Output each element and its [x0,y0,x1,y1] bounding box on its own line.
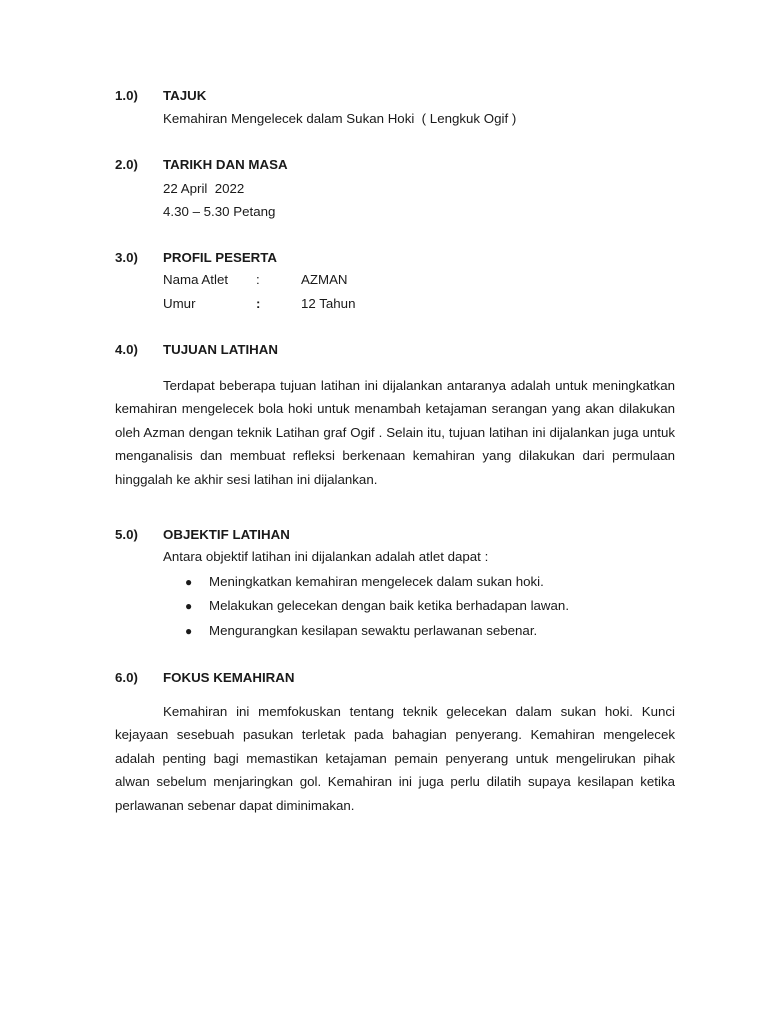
objective-item: Mengurangkan kesilapan sewaktu perlawanan sebenar. [209,623,538,638]
objectives-intro: Antara objektif latihan ini dijalankan adalah atlet dapat : [163,549,489,564]
section-6-paragraph: Kemahiran ini memfokuskan tentang teknik gelecekan dalam sukan hoki. Kunci kejayaan sesebuah pasukan terletak pada bahagian penyerang. Kemahiran mengelecek adalah penting bagi memastikan ketajaman pemain penyerang untuk mengelirukan pihak alwan sebelum menjaringkan gol. Kemahiran ini juga perlu dilatih supaya kesilapan ketika perlawanan sebenar dapat diminimakan. [115,704,675,813]
age-label: Umur [163,296,196,311]
athlete-name-colon: : [256,272,260,287]
section-1-heading: TAJUK [163,88,207,103]
section-6-number: 6.0) [115,670,138,685]
date-text: 22 April 2022 [163,181,245,196]
age-value: 12 Tahun [301,296,356,311]
bullet-icon: ● [185,575,193,589]
section-2-number: 2.0) [115,157,138,172]
time-text: 4.30 – 5.30 Petang [163,204,276,219]
section-2-heading: TARIKH DAN MASA [163,157,288,172]
section-4-paragraph: Terdapat beberapa tujuan latihan ini dijalankan antaranya adalah untuk meningkatkan kemahiran mengelecek bola hoki untuk menambah ketajaman serangan yang akan dilakukan oleh Azman dengan teknik Latihan graf Ogif . Selain itu, tujuan latihan ini dijalankan juga untuk menganalisis dan membuat refleksi berkenaan kemahiran yang dilakukan dari permulaan hinggalah ke akhir sesi latihan ini dijalankan. [115,378,675,487]
section-3-heading: PROFIL PESERTA [163,250,278,265]
section-3-number: 3.0) [115,250,138,265]
section-1-title-text: Kemahiran Mengelecek dalam Sukan Hoki ( Lengkuk Ogif ) [163,111,517,126]
section-6-heading: FOKUS KEMAHIRAN [163,670,295,685]
athlete-name-value: AZMAN [301,272,348,287]
age-colon: : [256,296,261,311]
section-4-heading: TUJUAN LATIHAN [163,342,278,357]
section-5-heading: OBJEKTIF LATIHAN [163,527,290,542]
bullet-icon: ● [185,624,193,638]
objective-item: Melakukan gelecekan dengan baik ketika berhadapan lawan. [209,598,570,613]
athlete-name-label: Nama Atlet [163,272,229,287]
section-4-number: 4.0) [115,342,138,357]
bullet-icon: ● [185,599,193,613]
section-1-number: 1.0) [115,88,138,103]
objective-item: Meningkatkan kemahiran mengelecek dalam sukan hoki. [209,574,544,589]
section-5-number: 5.0) [115,527,138,542]
